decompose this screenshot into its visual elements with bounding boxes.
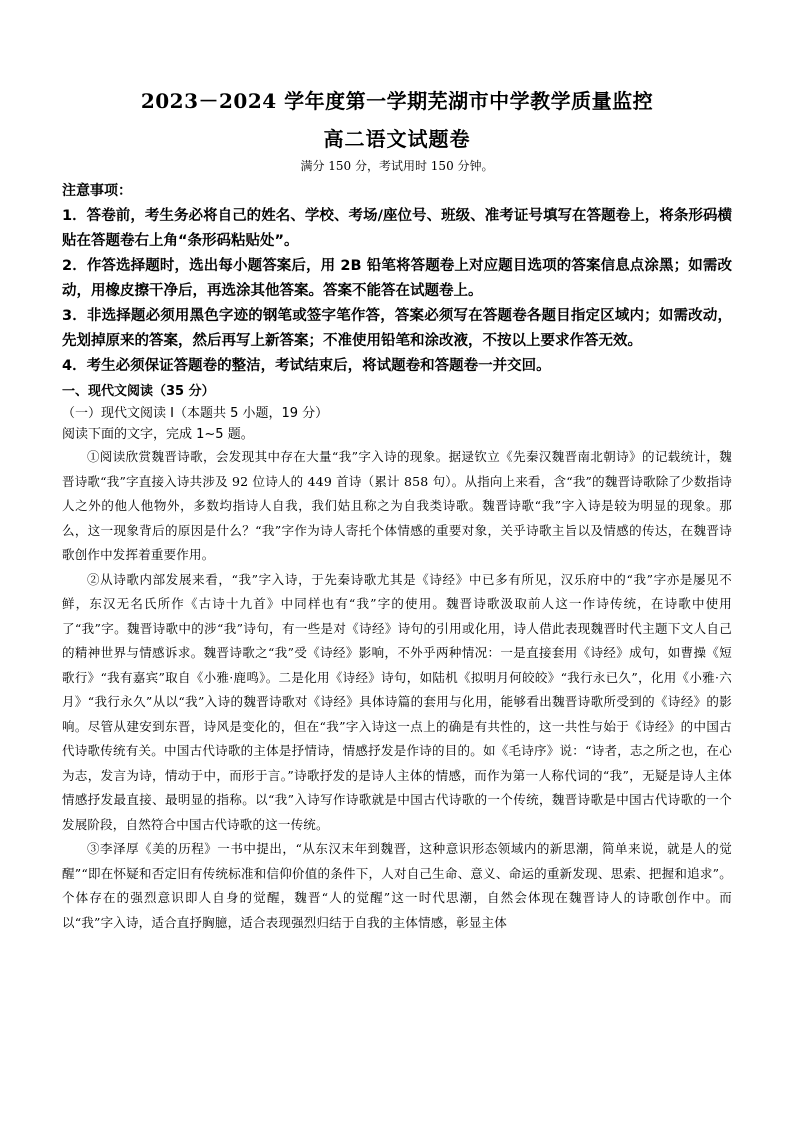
- section-heading: 一、现代文阅读（35 分）: [62, 384, 215, 399]
- notice-item-3: 3．非选择题必须用黑色字迹的钢笔或签字笔作答，答案必须写在答题卷各题目指定区域内；如需改动，先划掉原来的答案，然后再写上新答案；不准使用铅笔和涂改液，不按以上要求作答无效。: [62, 308, 732, 349]
- passage-paragraph-2: ②从诗歌内部发展来看，“我”字入诗，于先秦诗歌尤其是《诗经》中已多有所见，汉乐府中的“我”字亦是屡见不鲜，东汉无名氏所作《古诗十九首》中同样也有“我”字的使用。魏晋诗歌汲取前人这一作诗传统，在诗歌中使用了“我”字。魏晋诗歌中的涉“我”诗句，有一些是对《诗经》诗句的引用或化用，诗人借此表现魏晋时代主题下文人自己的精神世界与情感诉求。魏晋诗歌之“我”受《诗经》影响，不外乎两种情况：一是直接套用《诗经》成句，如曹操《短歌行》“我有嘉宾”取自《小雅·鹿鸣》。二是化用《诗经》诗句，如陆机《拟明月何皎皎》“我行永已久”，化用《小雅·六月》“我行永久”从以“我”入诗的魏晋诗歌对《诗经》具体诗篇的套用与化用，能够看出魏晋诗歌所受到的《诗经》的影响。尽管从建安到东晋，诗风是变化的，但在“我”字入诗这一点上的确是有共性的，这一共性与始于《诗经》的中国古代诗歌传统有关。中国古代诗歌的主体是抒情诗，情感抒发是作诗的目的。如《毛诗序》说：“诗者，志之所之也，在心为志，发言为诗，情动于中，而形于言。”诗歌抒发的是诗人主体的情感，而作为第一人称代词的“我”，无疑是诗人主体情感抒发最直接、最明显的指称。以“我”入诗写作诗歌就是中国古代诗歌的一个传统，魏晋诗歌是中国古代诗歌的一个发展阶段，自然符合中国古代诗歌的这一传统。: [62, 571, 732, 832]
- score-info: 满分 150 分，考试用时 150 分钟。: [300, 159, 494, 173]
- passage-paragraph-1: ①阅读欣赏魏晋诗歌，会发现其中存在大量“我”字入诗的现象。据逯钦立《先秦汉魏晋南北朝诗》的记载统计，魏晋诗歌“我”字直接入诗共涉及 92 位诗人的 449 首诗（累计 858 句）。从指向上来看，含“我”的魏晋诗歌除了少数指诗人之外的他人他物外，多数均指诗人自我，我们姑且称之为自我类诗歌。魏晋诗歌“我”字入诗是较为明显的现象。那么，这一现象背后的原因是什么？“我”字作为诗人寄托个体情感的重要对象，关乎诗歌主旨以及情感的传达，在魏晋诗歌创作中发挥着重要作用。: [62, 449, 732, 562]
- exam-page: [62, 86, 732, 935]
- passage-paragraph-3: ③李泽厚《美的历程》一书中提出，“从东汉末年到魏晋，这种意识形态领域内的新思潮，简单来说，就是人的觉醒”“即在怀疑和否定旧有传统标准和信仰价值的条件下，人对自己生命、意义、命运的重新发现、思索、把握和追求”。个体存在的强烈意识即人自身的觉醒，魏晋“人的觉醒”这一时代思潮，自然会体现在魏晋诗人的诗歌创作中。而以“我”字入诗，适合直抒胸臆，适合表现强烈归结于自我的主体情感，彰显主体: [62, 841, 732, 930]
- exam-subtitle: 高二语文试题卷: [323, 127, 471, 151]
- notice-item-1: 1．答卷前，考生务必将自己的姓名、学校、考场/座位号、班级、准考证号填写在答题卷上，将条形码横贴在答题卷右上角“条形码粘贴处”。: [62, 208, 732, 249]
- exam-title: 2023－2024 学年度第一学期芜湖市中学教学质量监控: [140, 89, 654, 113]
- notice-item-2: 2．作答选择题时，选出每小题答案后，用 2B 铅笔将答题卷上对应题目选项的答案信息点涂黑；如需改动，用橡皮擦干净后，再选涂其他答案。答案不能答在试题卷上。: [62, 258, 732, 299]
- section-subheading: （一）现代文阅读 I（本题共 5 小题，19 分）: [62, 406, 329, 421]
- notice-heading: 注意事项：: [62, 183, 132, 199]
- reading-instruction: 阅读下面的文字，完成 1~5 题。: [62, 427, 254, 442]
- notice-item-4: 4．考生必须保证答题卷的整洁，考试结束后，将试题卷和答题卷一并交回。: [62, 358, 551, 374]
